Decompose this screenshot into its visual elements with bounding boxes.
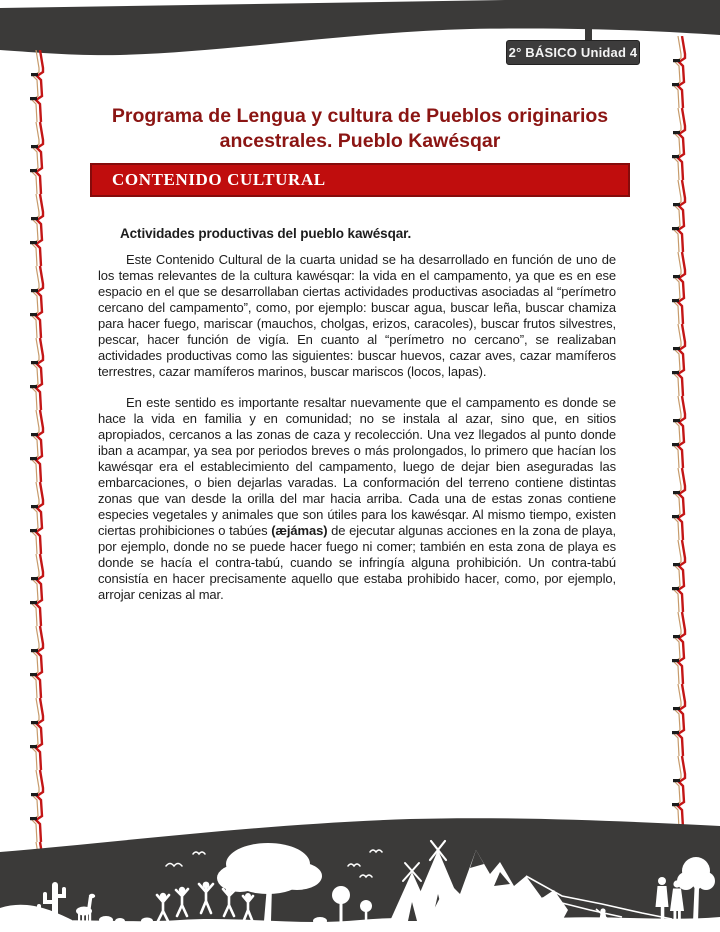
paragraph-2-kawesqar-term: (æjámas) [271, 523, 328, 538]
bush-icon [141, 918, 153, 925]
page-title-line2: ancestrales. Pueblo Kawésqar [219, 130, 501, 153]
page-title-line1: Programa de Lengua y cultura de Pueblos originarios [111, 105, 609, 127]
section-banner-label: CONTENIDO CULTURAL [112, 170, 326, 189]
page-title [90, 104, 630, 155]
unit-badge [506, 40, 640, 65]
paragraph-2-text: En este sentido es importante resaltar nuevamente que el campamento es donde se hace la vida en familia y en comunidad; no se instala al azar, sino que, en sitios apropiados, cercanos a las zonas de caza y recolección. Una vez llegados al punto donde iban a acampar, ya sea por periodos breves o más prolongados, lo primero que hacían los kawésqar era el establecimiento del campamento, luego de dejar bien aseguradas las embarcaciones, o bien dejarlas varadas. La conformación del terreno contiene distintas zonas que van desde la orilla del mar hacia arriba. Cada una de estas zonas contiene especies vegetales y animales que son útiles para los kawésqar. Al mismo tiempo, existen ciertas prohibiciones o tabúes [98, 395, 616, 538]
bush-icon [115, 918, 125, 924]
unit-badge-label: 2° BÁSICO Unidad 4 [508, 45, 638, 60]
paragraph-2 [98, 395, 616, 603]
right-zigzag-border [670, 36, 692, 826]
bush-icon [313, 917, 327, 925]
content-subtitle: Actividades productivas del pueblo kawésqar. [120, 226, 412, 241]
content-area [98, 226, 616, 618]
bush-icon [99, 916, 113, 924]
footer-illustration [0, 790, 720, 932]
left-zigzag-border [28, 50, 50, 852]
paragraph-1: Este Contenido Cultural de la cuarta unidad se ha desarrollado en función de uno de los temas relevantes de la cultura kawésqar: la vida en el campamento, ya que es en ese espacio en el que se desarrollaban ciertas actividades productivas asociadas al “perímetro cercano del campamento”, como, por ejemplo: buscar agua, buscar leña, buscar chamiza para hacer fuego, mariscar (mauchos, cholgas, erizos, caracoles), buscar frutos silvestres, pescar, hacer función de vigía. En cuanto al “perímetro no cercano”, se realizaban actividades productivas como las siguientes: buscar huevos, cazar aves, cazar mamíferos terrestres, cazar mamíferos marinos, buscar mariscos (locos, lapas). [98, 252, 616, 379]
paragraph-2-text-cont: de ejecutar algunas acciones en la zona de playa, por ejemplo, donde no se puede hacer fuego ni comer; también en esta zona de playa es donde se hacía el contra-tabú, cuando se infringía alguna prohibición. Un contra-tabú consistía en hacer precisamente aquello que estaba prohibido hacer, como, por ejemplo, arrojar cenizas al mar. [98, 523, 616, 602]
section-banner [90, 163, 630, 197]
